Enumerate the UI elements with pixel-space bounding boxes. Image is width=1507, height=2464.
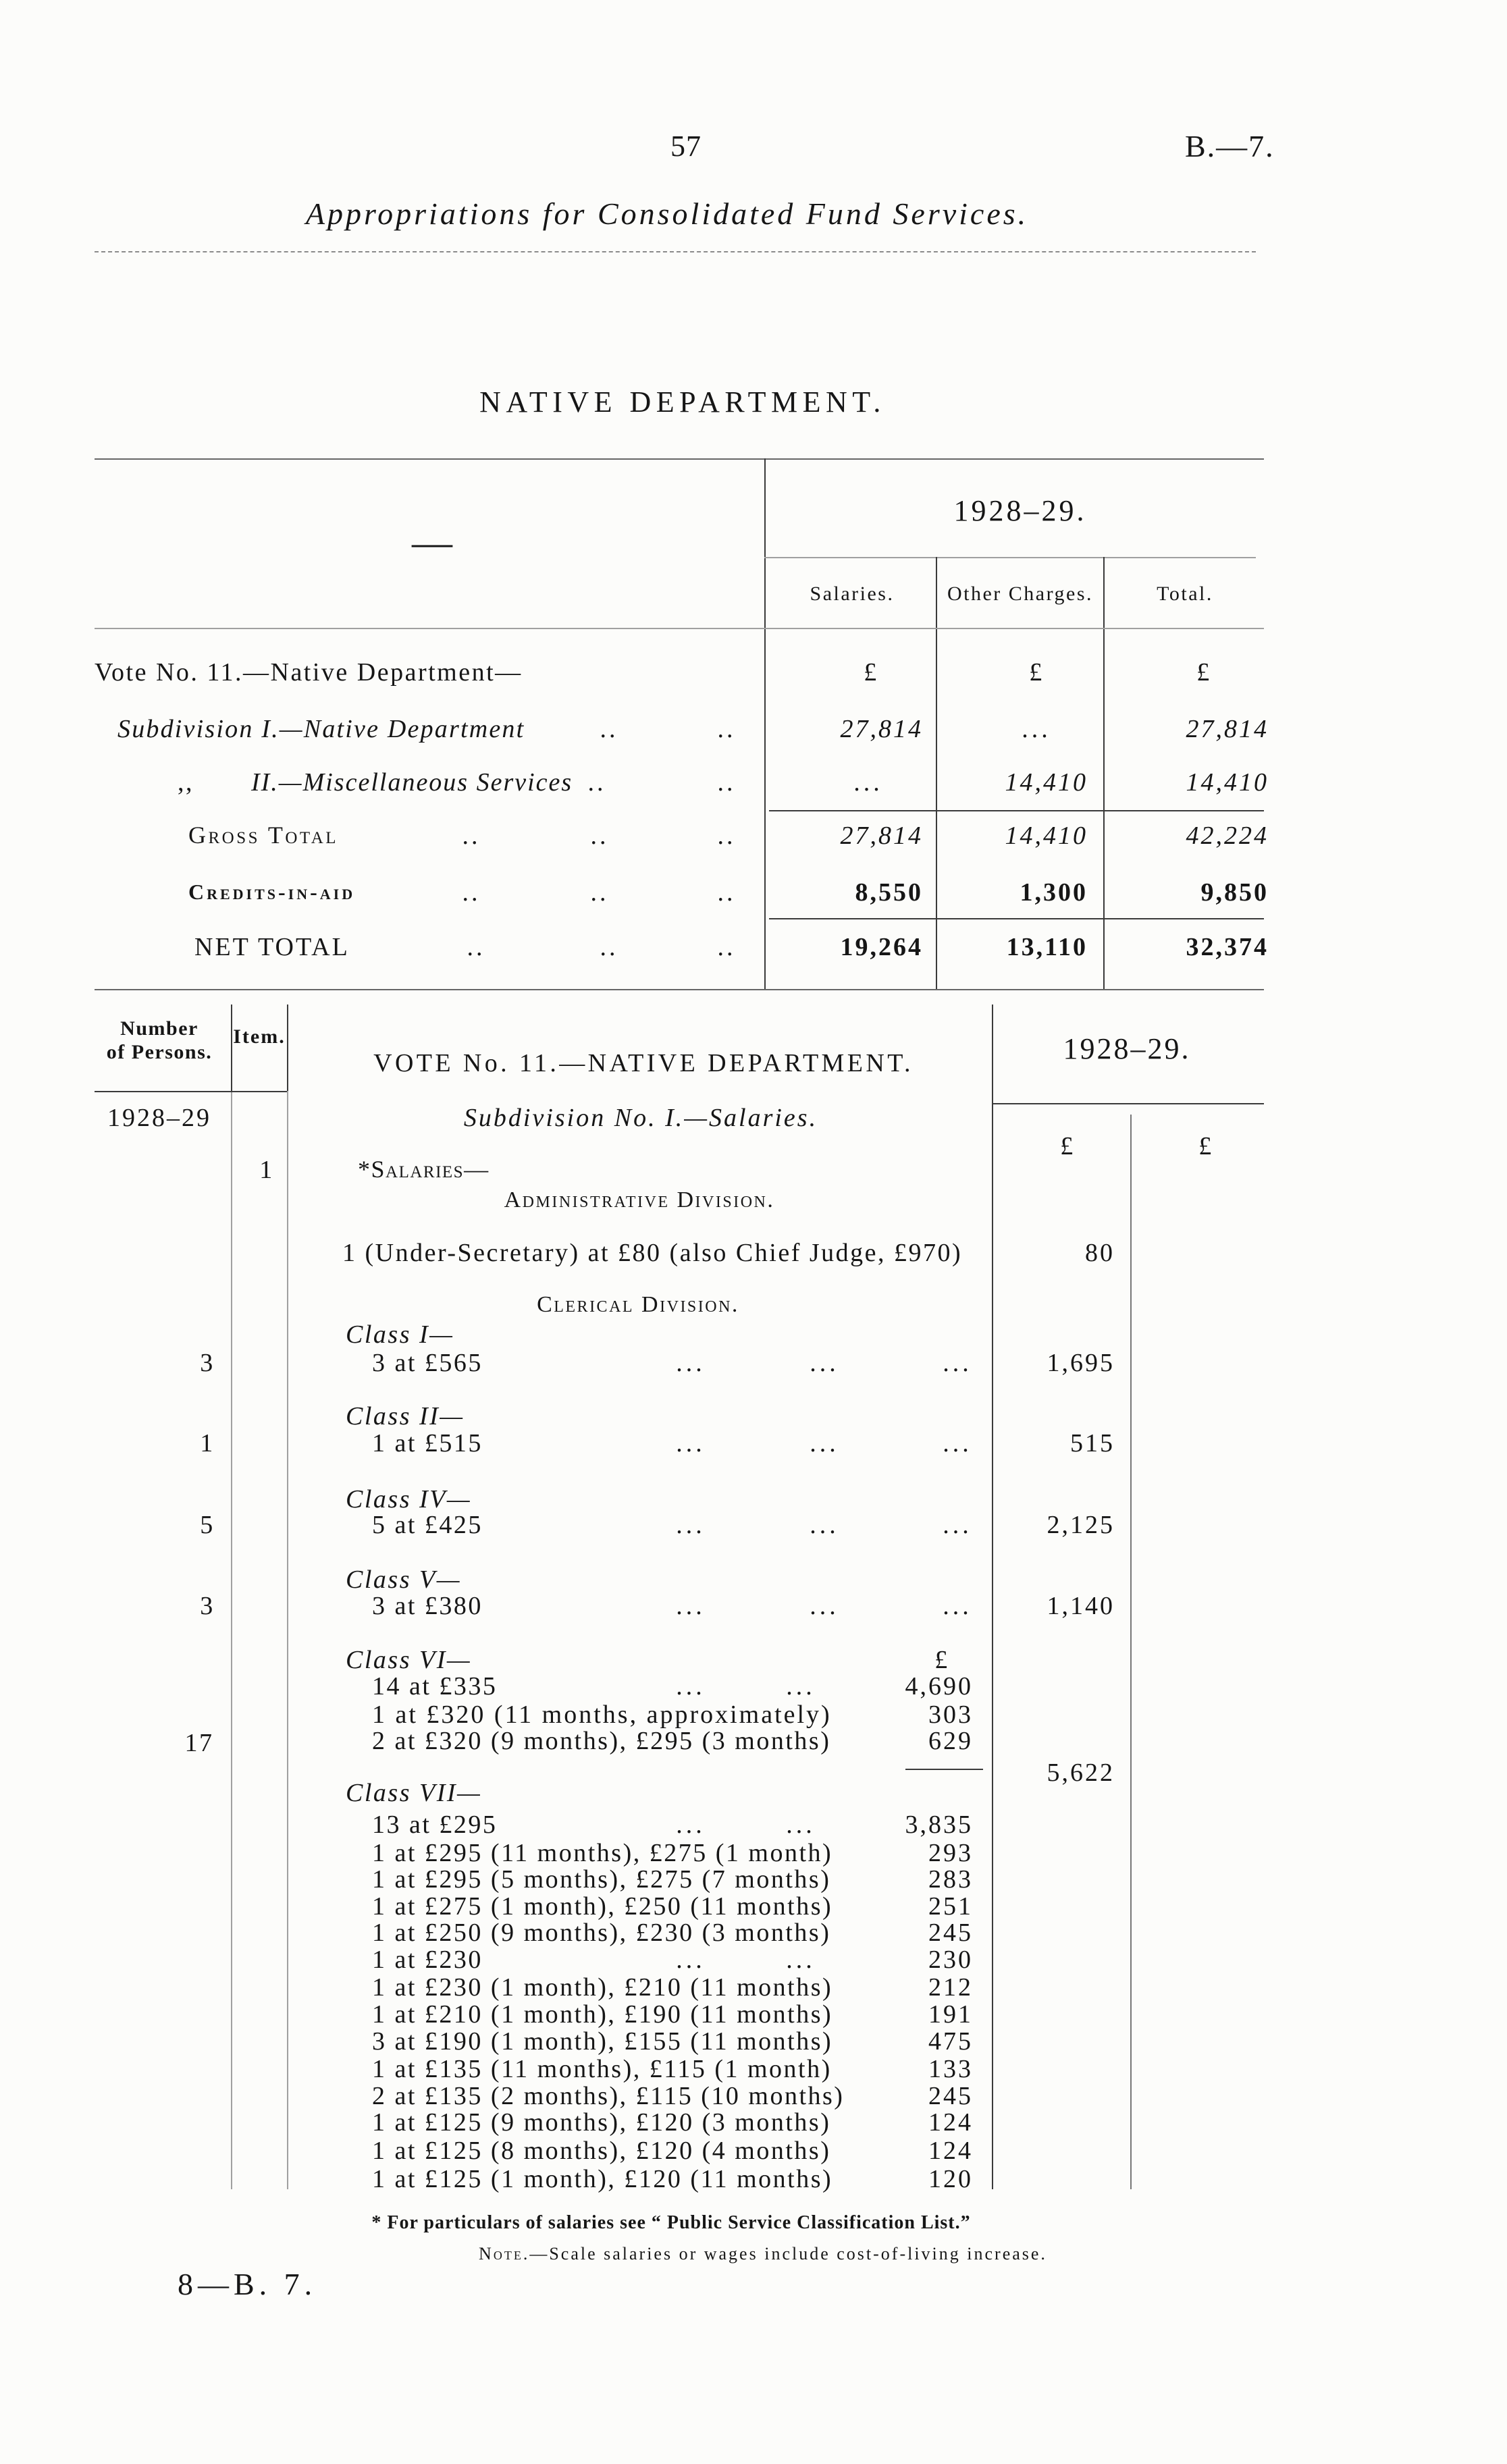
item-column-divider <box>287 1091 288 2189</box>
class-7-line: 1 at £135 (11 months), £115 (1 month) <box>372 2055 832 2083</box>
class-2-total: 515 <box>1070 1429 1115 1457</box>
leader-dots: .. <box>467 933 485 961</box>
class-6-line-amount: 4,690 <box>905 1672 973 1700</box>
vote-title: VOTE No. 11.—NATIVE DEPARTMENT. <box>373 1049 914 1077</box>
class-6-persons: 17 <box>184 1729 214 1757</box>
class-6-line: 2 at £320 (9 months), £295 (3 months) <box>372 1727 831 1755</box>
column-header-total: Total. <box>1157 583 1213 605</box>
class-7-line: 1 at £250 (9 months), £230 (3 months) <box>372 1919 831 1947</box>
class-5-label: Class V— <box>346 1565 461 1594</box>
amount-currency: £ <box>1060 1132 1075 1160</box>
class-7-line-amount: 293 <box>928 1839 973 1867</box>
summary-row-net-total-salaries: 19,264 <box>840 933 923 961</box>
leader-dots: ... <box>676 1811 706 1839</box>
note-text: —Scale salaries or wages include cost-of-living increase. <box>529 2244 1047 2264</box>
summary-row-credits-label: Credits-in-aid <box>188 880 356 904</box>
summary-stub-dash: — <box>412 520 452 564</box>
ditto-mark: ,, <box>178 768 194 797</box>
summary-row-gross-total-salaries: 27,814 <box>840 822 923 850</box>
summary-row-subdivision-1-salaries: 27,814 <box>840 715 923 743</box>
class-7-line: 1 at £295 (11 months), £275 (1 month) <box>372 1839 833 1867</box>
summary-header-rule <box>95 628 1264 629</box>
column-header-salaries: Salaries. <box>810 583 895 605</box>
leader-dots: ... <box>810 1349 839 1377</box>
summary-row-subdivision-2-label: II.—Miscellaneous Services <box>251 768 573 797</box>
leader-dots: ... <box>786 1946 816 1974</box>
class-7-line: 1 at £125 (8 months), £120 (4 months) <box>372 2137 831 2165</box>
clerical-division-heading: Clerical Division. <box>537 1292 739 1317</box>
class-7-line-amount: 191 <box>928 2000 973 2029</box>
column-header-item: Item. <box>233 1025 286 1048</box>
leader-dots: ... <box>810 1429 839 1457</box>
class-7-line: 1 at £230 <box>372 1946 483 1974</box>
class-1-persons: 3 <box>200 1349 215 1377</box>
sheet-signature-mark: 8—B. 7. <box>178 2267 317 2301</box>
salaries-currency: £ <box>864 658 878 687</box>
leader-dots: .. <box>717 933 736 961</box>
scale-note <box>479 2245 1047 2263</box>
leader-dots: ... <box>810 1511 839 1539</box>
column-header-number: Number <box>120 1017 199 1040</box>
leader-dots: ... <box>943 1349 972 1377</box>
class-7-line: 1 at £295 (5 months), £275 (7 months) <box>372 1865 831 1894</box>
item-number: 1 <box>259 1156 274 1184</box>
class-5-line: 3 at £380 <box>372 1592 483 1620</box>
summary-row-gross-total-label: Gross Total <box>188 822 339 849</box>
class-1-line: 3 at £565 <box>372 1349 483 1377</box>
class-7-line-amount: 124 <box>928 2137 973 2165</box>
class-1-label: Class I— <box>346 1320 454 1349</box>
summary-row-subdivision-2-salaries: ... <box>853 768 883 797</box>
class-7-line: 13 at £295 <box>372 1811 498 1839</box>
class-6-line-amount: 303 <box>928 1700 973 1729</box>
class-4-total: 2,125 <box>1047 1511 1115 1539</box>
leader-dots: .. <box>600 933 618 961</box>
class-7-line: 1 at £210 (1 month), £190 (11 months) <box>372 2000 833 2029</box>
class-7-line: 1 at £125 (9 months), £120 (3 months) <box>372 2108 831 2137</box>
class-6-currency: £ <box>934 1646 949 1674</box>
summary-row-subdivision-1-label: Subdivision I.—Native Department <box>117 715 525 743</box>
leader-dots: .. <box>462 822 481 850</box>
column-header-of-persons: of Persons. <box>106 1041 213 1063</box>
class-7-line: 2 at £135 (2 months), £115 (10 months) <box>372 2082 845 2110</box>
class-7-line-amount: 283 <box>928 1865 973 1894</box>
summary-year-heading: 1928–29. <box>953 494 1087 527</box>
class-7-line-amount: 251 <box>928 1892 973 1921</box>
class-6-line-amount: 629 <box>928 1727 973 1755</box>
summary-row-net-total-total: 32,374 <box>1186 933 1269 961</box>
class-7-line-amount: 133 <box>928 2055 973 2083</box>
leader-dots: ... <box>676 1511 706 1539</box>
leader-dots: ... <box>676 1429 706 1457</box>
class-2-label: Class II— <box>346 1402 465 1430</box>
class-7-line-amount: 212 <box>928 1973 973 2002</box>
amounts-subcolumn-divider <box>1130 1115 1132 2189</box>
summary-row-credits-total: 9,850 <box>1200 878 1269 907</box>
summary-row-subdivision-2-total: 14,410 <box>1186 768 1269 797</box>
net-total-rule <box>769 918 1264 919</box>
leader-dots: .. <box>590 878 609 907</box>
class-7-line: 3 at £190 (1 month), £155 (11 months) <box>372 2027 833 2056</box>
leader-dots: ... <box>943 1592 972 1620</box>
page-subtitle: Appropriations for Consolidated Fund Services. <box>305 196 1029 231</box>
class-5-persons: 3 <box>200 1592 215 1620</box>
other-charges-column-divider <box>1103 557 1105 989</box>
leader-dots: ... <box>943 1511 972 1539</box>
year-heading-rule <box>992 1103 1264 1104</box>
summary-stub-divider <box>764 458 766 989</box>
class-2-line: 1 at £515 <box>372 1429 483 1457</box>
summary-row-subdivision-2-other-charges: 14,410 <box>1005 768 1088 797</box>
vote-label: Vote No. 11.—Native Department— <box>95 658 523 687</box>
summary-row-gross-total-total: 42,224 <box>1186 822 1269 850</box>
persons-column-divider <box>231 1091 232 2189</box>
other-charges-currency: £ <box>1029 658 1044 687</box>
summary-row-credits-salaries: 8,550 <box>855 878 923 907</box>
class-7-label: Class VII— <box>346 1779 482 1807</box>
class-7-line-amount: 245 <box>928 1919 973 1947</box>
class-4-persons: 5 <box>200 1511 215 1539</box>
summary-row-gross-total-other-charges: 14,410 <box>1005 822 1088 850</box>
summary-top-rule <box>95 458 1264 460</box>
class-7-line: 1 at £275 (1 month), £250 (11 months) <box>372 1892 833 1921</box>
department-title: NATIVE DEPARTMENT. <box>479 385 886 419</box>
document-reference: B.—7. <box>1185 129 1275 163</box>
salaries-column-divider <box>936 557 937 989</box>
leader-dots: ... <box>943 1429 972 1457</box>
page-number: 57 <box>670 130 702 163</box>
leader-dots: ... <box>676 1946 706 1974</box>
item-column-divider <box>287 1005 288 1091</box>
class-1-total: 1,695 <box>1047 1349 1115 1377</box>
leader-dots: .. <box>587 768 606 797</box>
leader-dots: .. <box>600 715 618 743</box>
summary-row-subdivision-1-other-charges: ... <box>1022 715 1051 743</box>
class-6-line: 14 at £335 <box>372 1672 498 1700</box>
summary-row-credits-other-charges: 1,300 <box>1020 878 1088 907</box>
leader-dots: .. <box>717 822 736 850</box>
salaries-heading: *Salaries— <box>358 1156 490 1183</box>
leader-dots: .. <box>462 878 481 907</box>
summary-row-net-total-other-charges: 13,110 <box>1006 933 1088 961</box>
class-4-line: 5 at £425 <box>372 1511 483 1539</box>
leader-dots: .. <box>717 878 736 907</box>
summary-row-net-total-label: NET TOTAL <box>194 933 350 961</box>
class-7-line: 1 at £230 (1 month), £210 (11 months) <box>372 1973 833 2002</box>
leader-dots: ... <box>676 1592 706 1620</box>
class-6-total: 5,622 <box>1047 1759 1115 1787</box>
under-secretary-line: 1 (Under-Secretary) at £80 (also Chief Judge, £970) <box>342 1239 963 1267</box>
leader-dots: ... <box>786 1672 816 1700</box>
administrative-division-heading: Administrative Division. <box>504 1187 775 1212</box>
class-6-sum-rule <box>905 1769 983 1770</box>
leader-dots: ... <box>786 1811 816 1839</box>
leader-dots: ... <box>676 1672 706 1700</box>
persons-column-divider <box>231 1005 232 1091</box>
subtotal-rule <box>769 810 1264 811</box>
persons-year: 1928–29 <box>107 1104 211 1132</box>
vote-year-heading: 1928–29. <box>1063 1032 1191 1065</box>
leader-dots: ... <box>676 1349 706 1377</box>
subdivision-heading: Subdivision No. I.—Salaries. <box>463 1104 818 1132</box>
class-4-label: Class IV— <box>346 1485 472 1514</box>
class-5-total: 1,140 <box>1047 1592 1115 1620</box>
class-7-line-amount: 124 <box>928 2108 973 2137</box>
total-currency: £ <box>1198 1132 1213 1160</box>
class-2-persons: 1 <box>200 1429 215 1457</box>
leader-dots: .. <box>590 822 609 850</box>
class-7-line-amount: 230 <box>928 1946 973 1974</box>
amounts-column-divider <box>992 1005 993 2189</box>
class-7-line-amount: 3,835 <box>905 1811 973 1839</box>
column-header-other-charges: Other Charges. <box>947 583 1094 605</box>
note-label: Note. <box>479 2244 530 2264</box>
summary-bottom-rule <box>95 989 1264 990</box>
class-7-line-amount: 120 <box>928 2165 973 2193</box>
total-currency: £ <box>1196 658 1211 687</box>
header-rule <box>95 251 1256 252</box>
leader-dots: ... <box>810 1592 839 1620</box>
persons-header-rule <box>95 1091 287 1092</box>
class-7-line-amount: 245 <box>928 2082 973 2110</box>
class-7-line-amount: 475 <box>928 2027 973 2056</box>
leader-dots: .. <box>717 715 736 743</box>
summary-year-rule <box>764 557 1256 558</box>
class-6-line: 1 at £320 (11 months, approximately) <box>372 1700 832 1729</box>
under-secretary-amount: 80 <box>1085 1239 1115 1267</box>
class-6-label: Class VI— <box>346 1646 472 1674</box>
salaries-footnote: * For particulars of salaries see “ Public Service Classification List.” <box>371 2212 971 2233</box>
leader-dots: .. <box>717 768 736 797</box>
summary-row-subdivision-1-total: 27,814 <box>1186 715 1269 743</box>
class-7-line: 1 at £125 (1 month), £120 (11 months) <box>372 2165 833 2193</box>
